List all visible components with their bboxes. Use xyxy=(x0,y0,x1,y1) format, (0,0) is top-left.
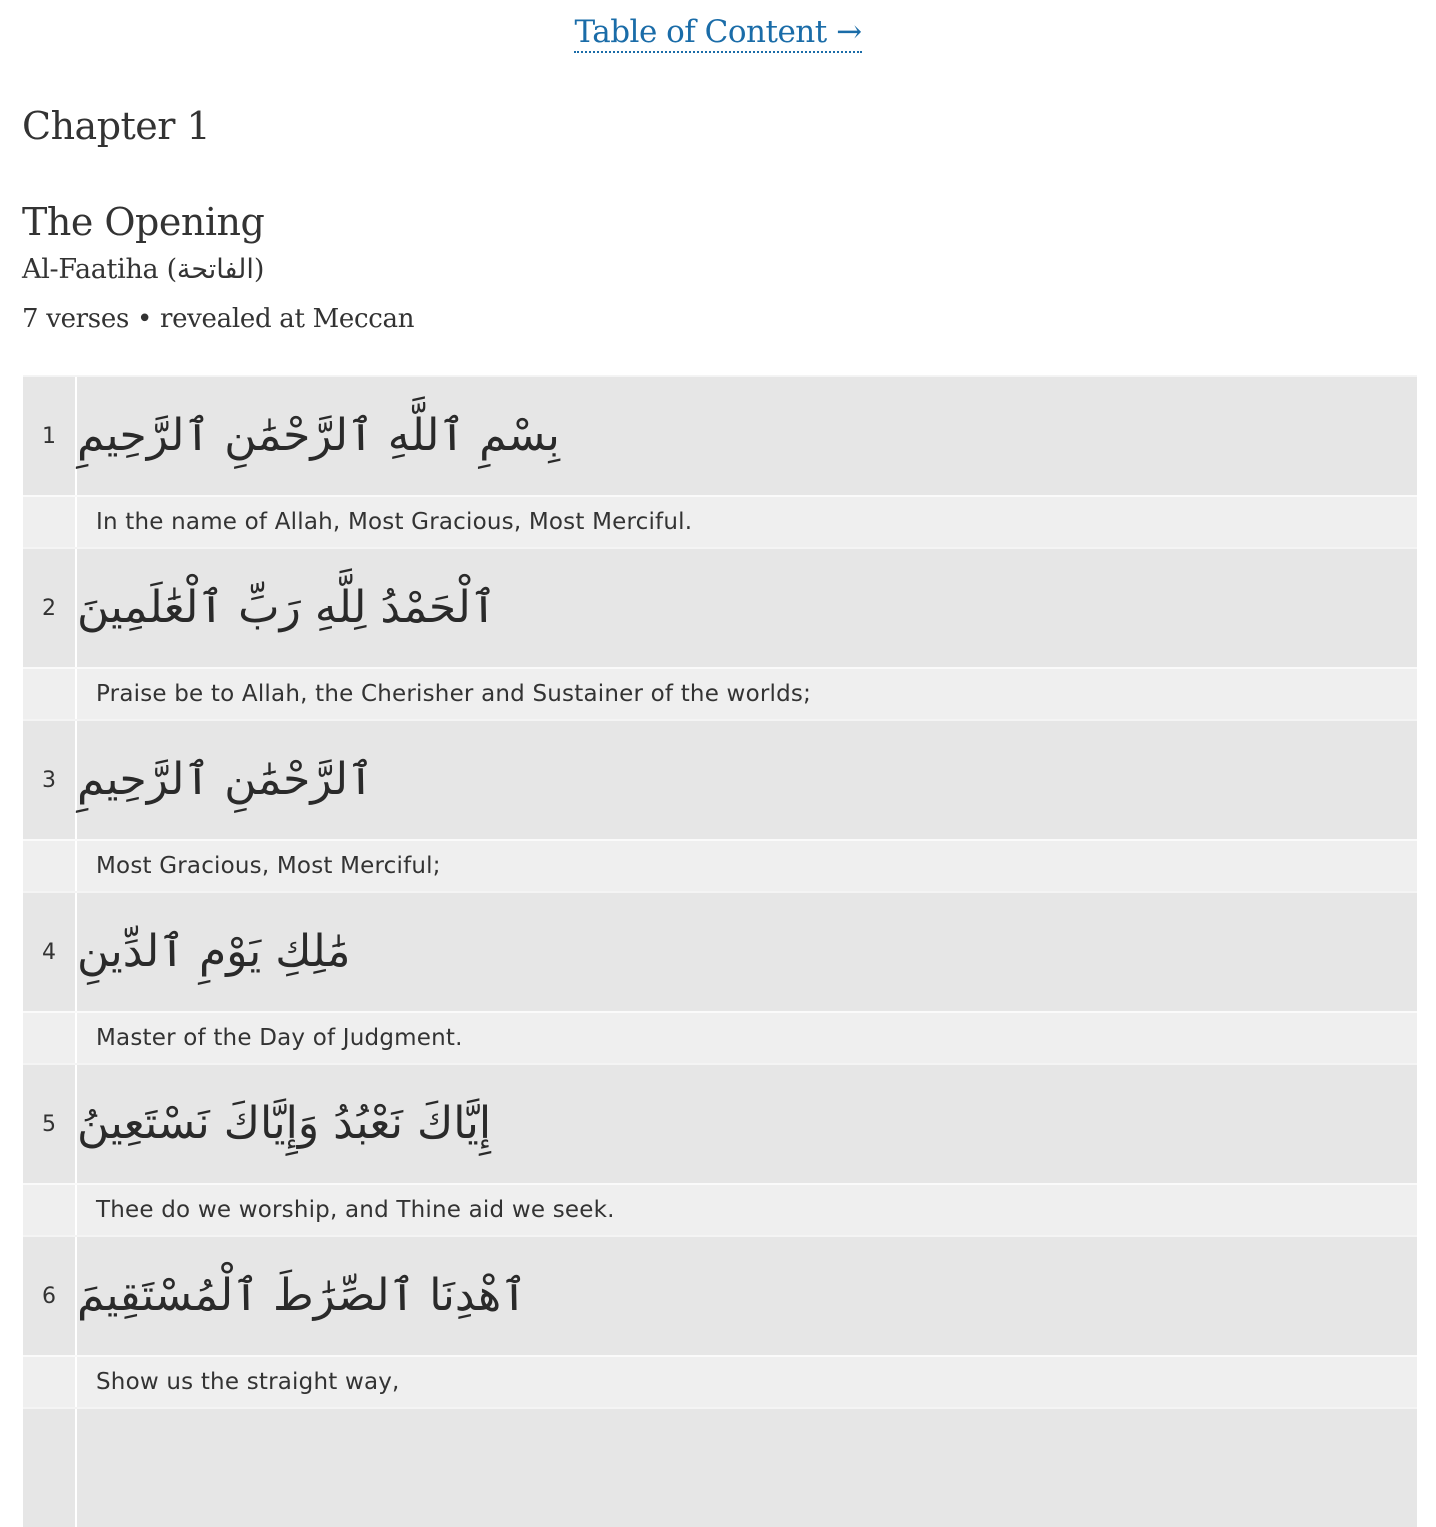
verse-number: 6 xyxy=(23,1237,77,1355)
verse-arabic-row xyxy=(23,375,1417,495)
verse-block xyxy=(23,1235,1417,1407)
verse-translation-row xyxy=(23,1011,1417,1063)
verse-translation-text: Thee do we worship, and Thine aid we seek. xyxy=(96,1197,615,1223)
verse-number-spacer xyxy=(23,841,77,891)
verse-number: 4 xyxy=(23,893,77,1011)
verse-arabic-cutoff xyxy=(77,1409,1417,1527)
chapter-number-heading: Chapter 1 xyxy=(22,104,211,148)
verse-translation-text: In the name of Allah, Most Gracious, Most Merciful. xyxy=(96,509,693,535)
verse-translation-text: Praise be to Allah, the Cherisher and Sustainer of the worlds; xyxy=(96,681,812,707)
verse-number-spacer xyxy=(23,1357,77,1407)
verse-arabic-row xyxy=(23,547,1417,667)
verse-translation-text: Master of the Day of Judgment. xyxy=(96,1025,463,1051)
verse-number: 3 xyxy=(23,721,77,839)
verse-translation-row xyxy=(23,1355,1417,1407)
verse-number-spacer xyxy=(23,1185,77,1235)
verse-arabic-text: مَٰلِكِ يَوْمِ ٱلدِّينِ xyxy=(77,926,351,977)
verse-number: 5 xyxy=(23,1065,77,1183)
verse-translation-text: Show us the straight way, xyxy=(96,1369,400,1395)
verse-arabic-text: ٱهْدِنَا ٱلصِّرَٰطَ ٱلْمُسْتَقِيمَ xyxy=(77,1270,527,1321)
verse-arabic-row xyxy=(23,1235,1417,1355)
verse-arabic-text: إِيَّاكَ نَعْبُدُ وَإِيَّاكَ نَسْتَعِينُ xyxy=(77,1098,492,1149)
verse-block-partial xyxy=(23,1407,1417,1527)
verse-number-spacer xyxy=(23,669,77,719)
verse-translation-row xyxy=(23,1183,1417,1235)
verse-block xyxy=(23,1063,1417,1235)
verse-number: 2 xyxy=(23,549,77,667)
verse-translation-text: Most Gracious, Most Merciful; xyxy=(96,853,441,879)
toc-nav xyxy=(0,12,1436,52)
table-of-content-link[interactable]: Table of Content → xyxy=(574,14,861,53)
verse-translation-row xyxy=(23,495,1417,547)
verse-arabic-text: بِسْمِ ٱللَّهِ ٱلرَّحْمَٰنِ ٱلرَّحِيمِ xyxy=(77,410,560,461)
surah-meta-info: 7 verses • revealed at Meccan xyxy=(22,304,415,334)
verse-arabic-text: ٱلرَّحْمَٰنِ ٱلرَّحِيمِ xyxy=(77,754,374,805)
surah-name-heading: The Opening xyxy=(22,200,265,244)
verse-block xyxy=(23,547,1417,719)
surah-transliteration: Al-Faatiha (الفاتحة) xyxy=(22,254,265,285)
verse-translation-row xyxy=(23,667,1417,719)
verse-block xyxy=(23,375,1417,547)
verse-arabic-row xyxy=(23,1407,1417,1527)
verse-number: 1 xyxy=(23,377,77,495)
verse-block xyxy=(23,719,1417,891)
verse-arabic-row xyxy=(23,719,1417,839)
verse-number-spacer xyxy=(23,497,77,547)
verse-translation-row xyxy=(23,839,1417,891)
verse-block xyxy=(23,891,1417,1063)
verse-table xyxy=(23,375,1417,1527)
verse-number-spacer xyxy=(23,1013,77,1063)
verse-arabic-row xyxy=(23,891,1417,1011)
verse-arabic-row xyxy=(23,1063,1417,1183)
verse-number-cutoff xyxy=(23,1409,77,1527)
verse-arabic-text: ٱلْحَمْدُ لِلَّهِ رَبِّ ٱلْعَٰلَمِينَ xyxy=(77,582,497,633)
